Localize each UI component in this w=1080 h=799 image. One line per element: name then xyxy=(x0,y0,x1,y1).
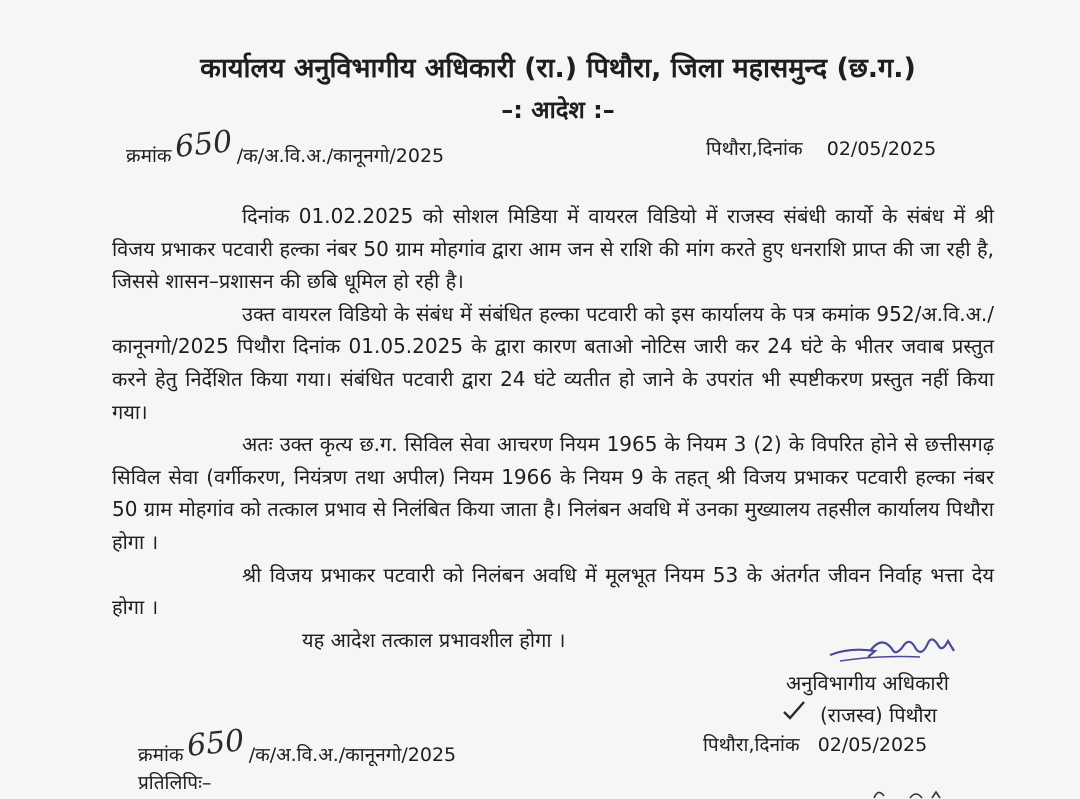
handwritten-reference-number: 650 xyxy=(173,124,235,165)
paragraph-effective: यह आदेश तत्काल प्रभावशील होगा । xyxy=(302,627,566,652)
reference-suffix: /क/अ.वि.अ./कानूनगो/2025 xyxy=(236,145,445,167)
designation-line-1: अनुविभागीय अधिकारी xyxy=(786,671,949,695)
copy-to-label: प्रतिलिपिः– xyxy=(138,772,212,794)
date-value: 02/05/2025 xyxy=(817,734,928,756)
order-date-top xyxy=(706,135,936,161)
reference-number-top xyxy=(126,124,445,170)
paragraph-allowance: श्री विजय प्रभाकर पटवारी को निलंबन अवधि में मूलभूत नियम 53 के अंतर्गत जीवन निर्वाह भत्ता देय होगा । xyxy=(112,562,994,620)
paragraph-suspension: अतः उक्त कृत्य छ.ग. सिविल सेवा आचरण नियम 1965 के नियम 3 (2) के विपरित होने से छत्तीसगढ़ सिविल सेवा (वर्गीकरण, नियंत्रण तथा अपील) नियम 1966 के नियम 9 के तहत् श्री विजय प्रभाकर पटवारी हल्का नंबर 50 ग्राम मोहगांव को तत्काल प्रभाव से निलंबित किया जाता है। निलंबन अवधि में उनका मुख्यालय तहसील कार्यालय पिथौरा होगा । xyxy=(112,432,994,554)
cut-off-text-marks xyxy=(870,786,950,799)
date-label: पिथौरा,दिनांक xyxy=(703,734,800,756)
reference-number-bottom xyxy=(138,723,457,769)
order-heading: –: आदेश :– xyxy=(501,96,615,124)
handwritten-reference-number: 650 xyxy=(185,723,247,764)
office-title: कार्यालय अनुविभागीय अधिकारी (रा.) पिथौरा, जिला महासमुन्द (छ.ग.) xyxy=(200,53,916,84)
date-label: पिथौरा,दिनांक xyxy=(706,138,803,160)
date-value: 02/05/2025 xyxy=(826,138,937,160)
order-body xyxy=(112,200,994,656)
paragraph-notice: उक्त वायरल विडियो के संबंध में संबंधित हल्का पटवारी को इस कार्यालय के पत्र कमांक 952/अ.वि.अ./कानूनगो/2025 पिथौरा दिनांक 01.05.2025 के द्वारा कारण बताओ नोटिस जारी कर 24 घंटे के भीतर जवाब प्रस्तुत करने हेतु निर्देशित किया गया। संबंधित पटवारी द्वारा 24 घंटे व्यतीत हो जाने के उपरांत भी स्पष्टीकरण प्रस्तुत नहीं किया गया। xyxy=(112,301,994,424)
designation-line-2: (राजस्व) पिथौरा xyxy=(820,703,937,727)
reference-prefix: क्रमांक xyxy=(138,744,184,766)
reference-prefix: क्रमांक xyxy=(126,145,172,167)
paragraph-incident: दिनांक 01.02.2025 को सोशल मिडिया में वायरल विडियो में राजस्व संबंधी कार्यो के संबंध में श्री विजय प्रभाकर पटवारी हल्का नंबर 50 ग्राम मोहगांव द्वारा आम जन से राशि की मांग करते हुए धनराशि प्राप्त की जा रही है, जिससे शासन–प्रशासन की छबि धूमिल हो रही है। xyxy=(112,204,994,294)
officer-signature xyxy=(820,627,960,665)
reference-suffix: /क/अ.वि.अ./कानूनगो/2025 xyxy=(248,744,457,766)
tick-mark-icon xyxy=(782,698,806,722)
order-date-bottom xyxy=(703,731,927,757)
